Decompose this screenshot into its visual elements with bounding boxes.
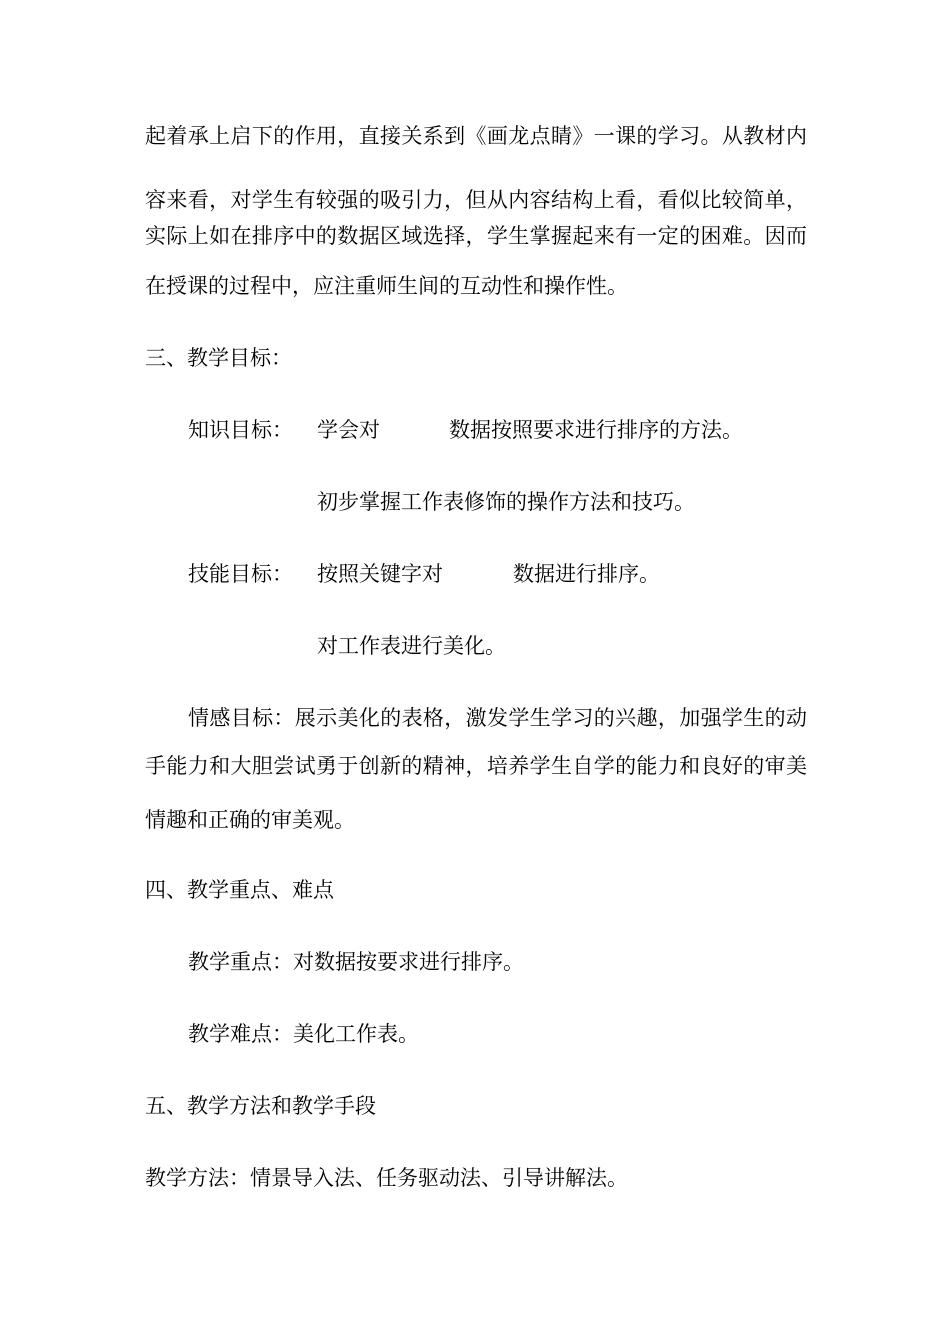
knowledge-goal-label: 知识目标： xyxy=(188,418,293,442)
section-5-heading: 五、教学方法和教学手段 xyxy=(145,1094,376,1118)
intro-line-4: 在授课的过程中，应注重师生间的互动性和操作性。 xyxy=(145,274,628,298)
skill-goal-line-1b: 数据进行排序。 xyxy=(513,562,660,586)
section-4-heading: 四、教学重点、难点 xyxy=(145,878,334,902)
intro-line-1: 起着承上启下的作用，直接关系到《画龙点睛》一课的学习。从教材内 xyxy=(145,124,807,148)
knowledge-goal-line-1b: 数据按照要求进行排序的方法。 xyxy=(449,418,743,442)
skill-goal-line-1a: 按照关键字对 xyxy=(317,562,443,586)
skill-goal-label: 技能目标： xyxy=(188,562,293,586)
intro-line-2: 容来看，对学生有较强的吸引力，但从内容结构上看，看似比较简单， xyxy=(145,188,807,212)
knowledge-goal-line-2: 初步掌握工作表修饰的操作方法和技巧。 xyxy=(317,490,695,514)
teaching-methods: 教学方法：情景导入法、任务驱动法、引导讲解法。 xyxy=(145,1166,628,1190)
emotion-goal-line-2: 手能力和大胆尝试勇于创新的精神，培养学生自学的能力和良好的审美 xyxy=(145,754,807,778)
intro-line-3: 实际上如在排序中的数据区域选择，学生掌握起来有一定的困难。因而 xyxy=(145,224,807,248)
key-point: 教学重点：对数据按要求进行排序。 xyxy=(188,950,524,974)
emotion-goal-line-3: 情趣和正确的审美观。 xyxy=(145,808,355,832)
knowledge-goal-line-1a: 学会对 xyxy=(317,418,380,442)
emotion-goal-line-1: 情感目标：展示美化的表格，激发学生学习的兴趣，加强学生的动 xyxy=(188,706,807,730)
difficult-point: 教学难点：美化工作表。 xyxy=(188,1022,419,1046)
skill-goal-line-2: 对工作表进行美化。 xyxy=(317,634,506,658)
section-3-heading: 三、教学目标： xyxy=(145,346,292,370)
